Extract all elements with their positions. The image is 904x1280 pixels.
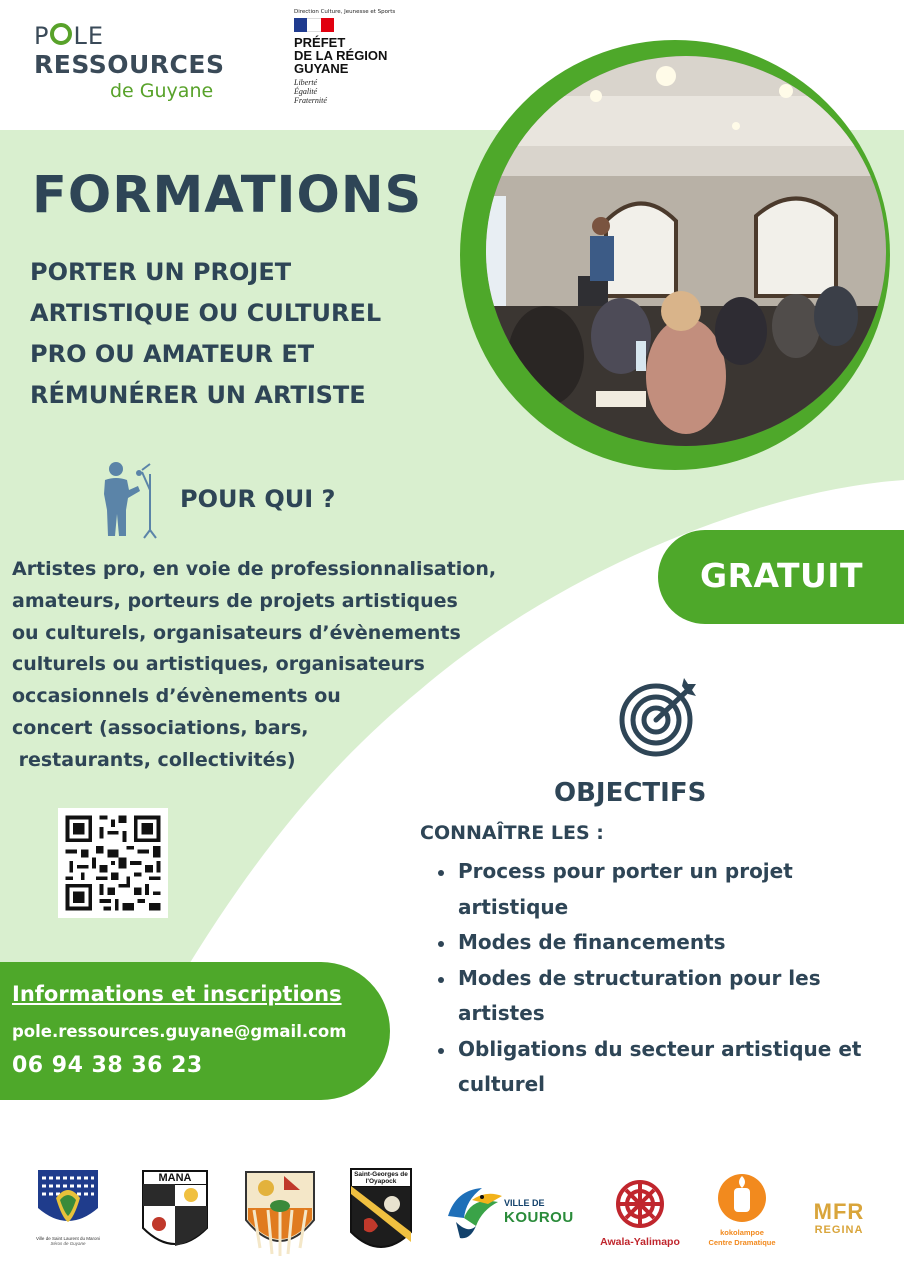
audience-text (12, 554, 532, 777)
audience-line: ou culturels, organisateurs d’évènements (12, 621, 461, 644)
objectifs-intro: CONNAÎTRE LES : (420, 822, 604, 844)
singer-microphone-icon (98, 460, 164, 540)
list-item (436, 925, 886, 961)
training-room-photo (486, 56, 886, 446)
prefet-motto (294, 78, 444, 105)
contact-title[interactable]: Informations et inscriptions (12, 982, 342, 1006)
pole-logo-top: P LE (34, 22, 105, 50)
saint-georges-logo (350, 1168, 412, 1256)
list-item-line: artistique (458, 894, 569, 919)
kourou-line2: KOUROU (504, 1209, 574, 1226)
saint-laurent-crest-icon (36, 1168, 100, 1232)
list-item-line: culturel (458, 1072, 546, 1096)
saint-laurent-logo (36, 1168, 100, 1256)
kokolampoe-lamp-icon (700, 1172, 784, 1224)
prefet-title-line: PRÉFET (294, 35, 346, 50)
marianne-flag-icon (294, 18, 334, 32)
list-item-line: Modes de structuration pour les (458, 965, 821, 990)
pole-logo-main: RESSOURCES (34, 50, 225, 79)
awala-yalimapo-logo (592, 1178, 688, 1250)
mfr-regina-logo (800, 1200, 878, 1242)
kokolampoe-line2: Centre Dramatique (708, 1238, 776, 1247)
kourou-logo (442, 1180, 574, 1246)
kokolampoe-logo (700, 1172, 784, 1254)
audience-line: concert (associations, bars, (12, 716, 309, 739)
list-item-line: artistes (458, 1001, 545, 1025)
formation-subtitle (30, 252, 460, 416)
audience-line: Artistes pro, en voie de professionnalisation, (12, 558, 497, 580)
list-item-line: Process pour porter un projet (458, 859, 793, 883)
mfr-line2: REGINA (814, 1224, 864, 1236)
kokolampoe-line1: kokolampoe (720, 1228, 764, 1237)
municipal-crest-icon (244, 1170, 316, 1256)
prefet-title-line: GUYANE (294, 61, 349, 76)
gratuit-badge (658, 530, 904, 624)
pole-logo-sub: de Guyane (110, 80, 214, 102)
audience-line: occasionnels d’évènements ou (12, 685, 341, 708)
mfr-line1: MFR (813, 1199, 865, 1224)
page-title: FORMATIONS (32, 166, 423, 225)
audience-line: restaurants, collectivités) (12, 748, 296, 771)
prefet-direction: Direction Culture, Jeunesse et Sports (294, 9, 396, 15)
motto-line: Fraternité (294, 96, 327, 105)
gratuit-label: GRATUIT (700, 556, 864, 595)
list-item (436, 854, 886, 925)
objectifs-heading: OBJECTIFS (554, 778, 707, 808)
subtitle-line: PRO OU AMATEUR ET (30, 340, 315, 368)
pour-qui-heading: POUR QUI ? (180, 485, 336, 513)
subtitle-line: ARTISTIQUE OU CULTUREL (30, 299, 382, 327)
pole-logo-ring-icon (50, 23, 72, 45)
awala-pattern-icon (592, 1178, 688, 1232)
saint-georges-label: Saint-Georges de l'Oyapock (350, 1168, 412, 1186)
awala-label: Awala-Yalimapo (600, 1236, 680, 1248)
subtitle-line: PORTER UN PROJET (30, 258, 292, 286)
contact-phone[interactable]: 06 94 38 36 23 (12, 1053, 203, 1078)
prefet-title-line: DE LA RÉGION (294, 48, 388, 63)
contact-email-link[interactable]: pole.ressources.guyane@gmail.com (12, 1022, 347, 1041)
audience-line: culturels ou artistiques, organisateurs (12, 653, 425, 676)
mana-logo (142, 1170, 208, 1256)
kourou-line1: VILLE DE (504, 1198, 545, 1208)
list-item-line: Modes de financements (458, 930, 726, 954)
mana-crest-icon (142, 1184, 208, 1254)
saint-laurent-caption: Ville de Saint Laurent du Maroni (36, 1236, 100, 1241)
objectifs-list (436, 854, 886, 1103)
saint-georges-crest-icon (350, 1186, 412, 1256)
subtitle-line: RÉMUNÉRER UN ARTISTE (30, 381, 366, 409)
saint-laurent-motto: Séros de Guyane (50, 1241, 86, 1246)
pole-ressources-logo (34, 22, 264, 102)
toucan-icon (442, 1180, 504, 1246)
awala-crest-logo (244, 1170, 316, 1256)
qr-code[interactable] (58, 808, 168, 918)
audience-line: amateurs, porteurs de projets artistiques (12, 589, 458, 612)
list-item (436, 961, 886, 1032)
motto-line: Égalité (294, 87, 318, 96)
target-arrow-icon (618, 676, 704, 762)
list-item (436, 1032, 886, 1103)
motto-line: Liberté (294, 78, 318, 87)
mana-label: MANA (142, 1170, 208, 1184)
prefet-logo (294, 8, 444, 105)
list-item-line: Obligations du secteur artistique et (458, 1036, 862, 1061)
